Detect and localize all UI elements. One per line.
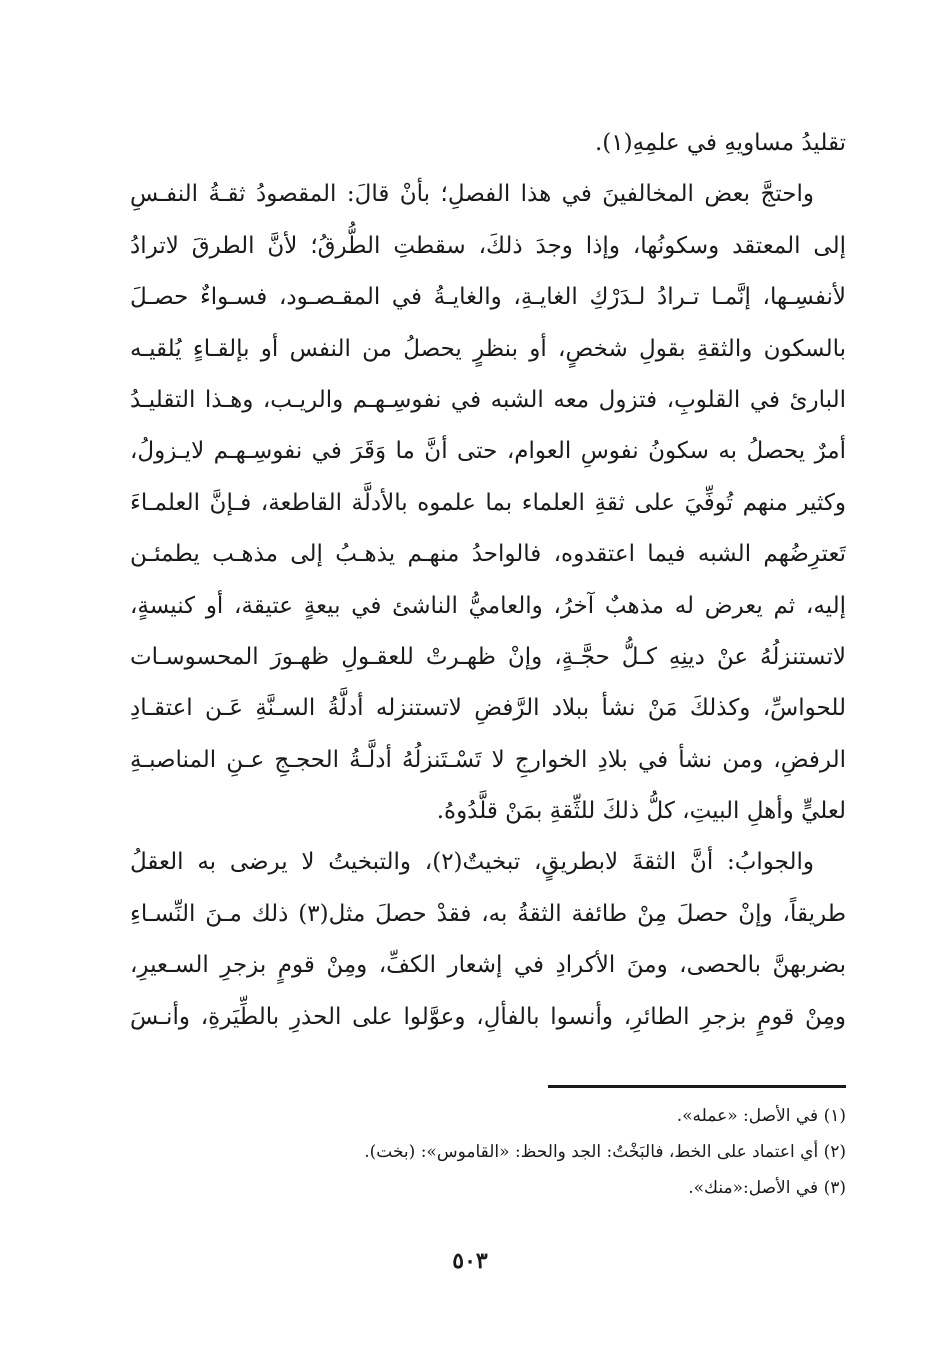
footnote-3: (٣) في الأصل:«منك». [688,1178,846,1198]
main-text [130,118,846,1043]
text-line-17: بضربهنَّ بالحصى، ومنَ الأكرادِ في إشعار الكفِّ، ومِنْ قومٍ بزجرِ السـعيرِ، [130,952,846,979]
footnote-1: (١) في الأصل: «عمله». [676,1106,846,1126]
footnotes [130,1098,846,1206]
text-line-11: لاتستنزلُهُ عنْ دينِهِ كـلُّ حجَّـةٍ، وإنْ ظهـرتْ للعقـولِ ظهـورَ المحسوسـات [130,643,846,670]
text-line-7: أمرٌ يحصلُ به سكونُ نفوسِ العوام، حتى أنَّ ما وَقَرَ في نفوسِـهـم لايـزولُ، [130,438,846,465]
text-line-6: البارئ في القلوبِ، فتزول معه الشبه في نفوسِـهـم والريـب، وهـذا التقليـدُ [130,386,846,413]
footnote-divider [548,1085,846,1088]
text-line-12: للحواسِّ، وكذلكَ مَنْ نشأ ببلاد الرَّفضِ لاتستنزله أدلَّةُ السـنَّةِ عَـن اعتقـادِ [130,695,846,722]
text-line-13: الرفضِ، ومن نشأ في بلادِ الخوارجِ لا تَسْـتَنزلُهُ أدلَّـةُ الحجـجِ عـنِ المناصبـةِ [130,746,846,773]
text-line-15: والجوابُ: أنَّ الثقةَ لابطريقٍ، تبخيتٌ(٢)، والتبخيتُ لا يرضى به العقلُ [130,849,814,876]
text-line-18: ومِنْ قومٍ بزجرِ الطائرِ، وأنسوا بالفألِ، وعوَّلوا على الحذرِ بالطِّيَرةِ، وأنـسَ [130,1003,846,1030]
text-line-16: طريقاً، وإنْ حصلَ مِنْ طائفة الثقةُ به، فقدْ حصلَ مثل(٣) ذلك مـنَ النِّسـاءِ [130,900,846,927]
text-line-14: لعليٍّ وأهلِ البيتِ، كلُّ ذلكَ للثِّقةِ بمَنْ قلَّدُوهُ. [436,798,846,825]
text-line-3: إلى المعتقد وسكونُها، وإذا وجدَ ذلكَ، سقطتِ الطُّرقُ؛ لأنَّ الطرقَ لاترادُ [130,232,846,259]
text-line-1: تقليدُ مساويهِ في علمِهِ(١). [594,130,846,156]
page-number: ٥٠٣ [452,1248,488,1274]
text-line-8: وكثير منهم تُوفِّيَ على ثقةِ العلماء بما علموه بالأدلَّة القاطعة، فـإنَّ العلمـاءَ [130,489,846,516]
text-line-4: لأنفسِـها، إنَّمـا تـرادُ لـدَرْكِ الغايـةِ، والغايـةُ في المقـصـود، فسـواءٌ حصـلَ [130,284,846,311]
text-line-2: واحتجَّ بعض المخالفينَ في هذا الفصلِ؛ بأنْ قالَ: المقصودُ ثقـةُ النفـسِ [130,181,814,208]
text-line-9: تَعترِضُهم الشبه فيما اعتقدوه، فالواحدُ منهـم يذهـبُ إلى مذهـب يطمئـن [130,541,846,568]
text-line-5: بالسكون والثقةِ بقولِ شخصٍ، أو بنظرٍ يحصلُ من النفس أو بإلقـاءٍ يُلقيـه [130,335,846,362]
text-line-10: إليه، ثم يعرض له مذهبٌ آخرُ، والعاميُّ الناشئ في بيعةٍ عتيقة، أو كنيسةٍ، [130,592,846,619]
footnote-2: (٢) أي اعتماد على الخط، فالبَخْتُ: الجد والحظ: «القاموس»: (بخت). [364,1142,846,1162]
